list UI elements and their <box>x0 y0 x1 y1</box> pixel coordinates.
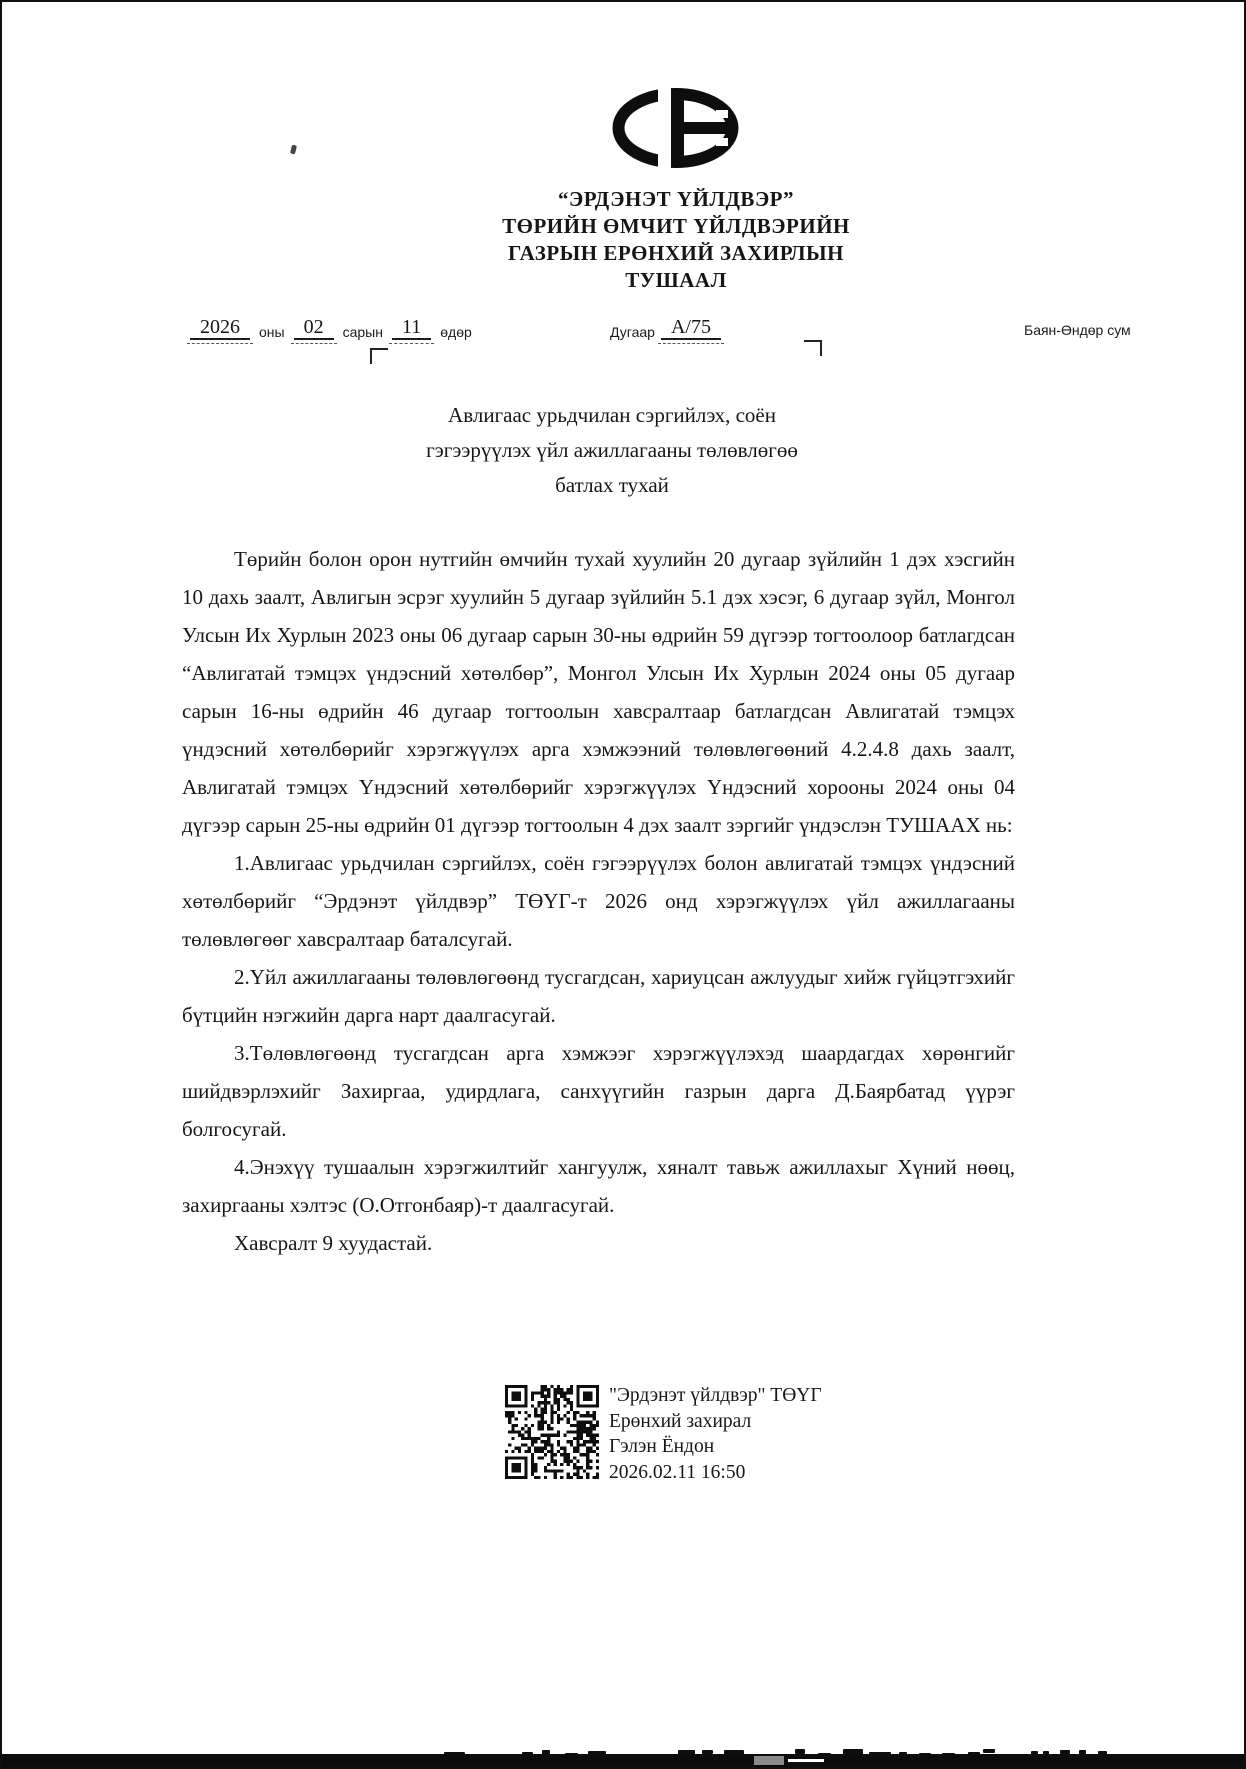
scan-artifact <box>983 1749 995 1753</box>
number-value: А/75 <box>661 316 721 342</box>
year-value: 2026 <box>190 316 250 342</box>
year-label: оны <box>259 324 285 340</box>
qr-code <box>505 1384 599 1480</box>
order-item-4: 4.Энэхүү тушаалын хэрэгжилтийг хангуулж, хяналт тавьж ажиллахыг Хүний нөөц, захиргааны хэлтэс (О.Отгонбаяр)-т даалгасугай. <box>182 1155 1015 1217</box>
letterhead <box>326 186 1026 294</box>
day-value: 11 <box>392 316 431 342</box>
date-fields <box>190 316 472 342</box>
org-line3: ГАЗРЫН ЕРӨНХИЙ ЗАХИРЛЫН <box>508 241 844 265</box>
ink-speck <box>290 145 297 155</box>
erdenet-ce-logo-icon <box>612 88 739 168</box>
subject-line1: Авлигаас урьдчилан сэргийлэх, соён <box>448 403 776 427</box>
corner-bracket-right <box>804 340 822 356</box>
dateline <box>2 316 1246 350</box>
signature-name: Гэлэн Ёндон <box>609 1436 715 1457</box>
doc-type: ТУШААЛ <box>625 268 727 292</box>
body-text <box>182 540 1015 1262</box>
scan-bar-gap <box>788 1759 824 1762</box>
signature-org: "Эрдэнэт үйлдвэр" ТӨҮГ <box>609 1385 822 1406</box>
day-label: өдөр <box>440 324 472 340</box>
preamble-paragraph: Төрийн болон орон нутгийн өмчийн тухай хуулийн 20 дугаар зүйлийн 1 дэх хэсгийн 10 дахь заалт, Авлигын эсрэг хуулийн 5 дугаар зүйлийн 5.1 дэх хэсэг, 6 дугаар зүйл, Монгол Улсын Их Хурлын 2023 оны 06 дугаар сарын 30-ны өдрийн 59 дүгээр тогтоолоор батлагдсан “Авлигатай тэмцэх үндэсний хөтөлбөр”, Монгол Улсын Их Хурлын 2024 оны 05 дугаар сарын 16-ны өдрийн 46 дугаар тогтоолын хавсралтаар батлагдсан Авлигатай тэмцэх үндэсний хөтөлбөрийг хэрэгжүүлэх арга хэмжээний төлөвлөгөөний 4.2.4.8 дахь заалт, Авлигатай тэмцэх Үндэсний хөтөлбөрийг хэрэгжүүлэх Үндэсний хорооны 2024 оны 04 дүгээр сарын 25-ны өдрийн 01 дүгээр тогтоолын 4 дэх заалт зэргийг үндэслэн ТУШААХ нь: <box>182 547 1015 837</box>
order-item-1: 1.Авлигаас урьдчилан сэргийлэх, соён гэгээрүүлэх болон авлигатай тэмцэх үндэсний хөтөлбөрийг “Эрдэнэт үйлдвэр” ТӨҮГ-т 2026 онд хэрэгжүүлэх үйл ажиллагааны төлөвлөгөөг хавсралтаар баталсугай. <box>182 851 1015 951</box>
month-value: 02 <box>294 316 334 342</box>
signature-datetime: 2026.02.11 16:50 <box>609 1461 746 1483</box>
attachment-note: Хавсралт 9 хуудастай. <box>234 1231 433 1255</box>
subject-line3: батлах тухай <box>555 473 669 497</box>
location-label: Баян-Өндөр сум <box>1024 322 1131 338</box>
scan-bar-gray <box>754 1756 784 1765</box>
scan-bottom-bar <box>2 1754 1244 1767</box>
order-item-2: 2.Үйл ажиллагааны төлөвлөгөөнд тусгагдсан, хариуцсан ажлуудыг хийж гүйцэтгэхийг бүтцийн нэгжийн дарга нарт даалгасугай. <box>182 965 1015 1027</box>
subject-line2: гэгээрүүлэх үйл ажиллагааны төлөвлөгөө <box>426 438 798 462</box>
org-name: “ЭРДЭНЭТ ҮЙЛДВЭР” <box>557 187 795 211</box>
order-item-3: 3.Төлөвлөгөөнд тусгагдсан арга хэмжээг хэрэгжүүлэхэд шаардагдах хөрөнгийг шийдвэрлэхийг Захиргаа, удирдлага, санхүүгийн газрын дарга Д.Баярбатад үүрэг болгосугай. <box>182 1041 1015 1141</box>
month-label: сарын <box>342 324 383 340</box>
signature-title: Ерөнхий захирал <box>609 1410 752 1432</box>
org-line2: ТӨРИЙН ӨМЧИТ ҮЙЛДВЭРИЙН <box>502 214 850 238</box>
number-label: Дугаар <box>610 324 655 340</box>
signature-block <box>609 1383 822 1485</box>
corner-bracket-left <box>370 348 388 364</box>
subject-title <box>332 398 892 503</box>
number-field <box>610 316 721 342</box>
